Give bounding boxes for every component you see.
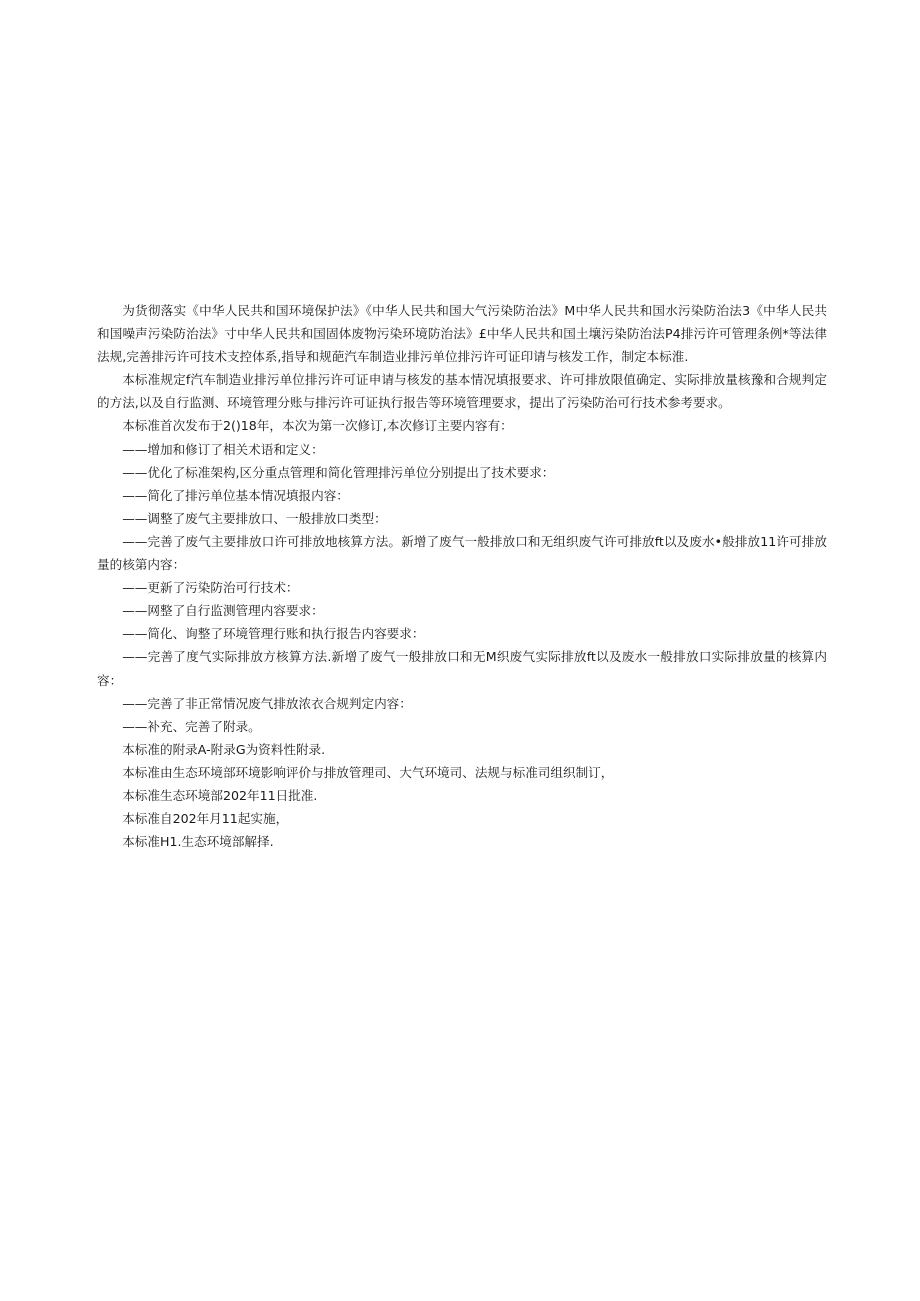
paragraph-effective-date: 本标准自202年月11起实施，: [122, 811, 289, 827]
paragraph-approval: 本标准生态环境部202年11日批准.: [122, 787, 318, 803]
revision-item: ——完善了废气主要排放口许可排放地核算方法。新增了废气一般排放口和无组织废气许可排放ft以及废水•般排放11许可排放量的核第内容：: [97, 533, 827, 573]
revision-item: ——简化了排污单位基本情况填报内容：: [122, 487, 349, 503]
revision-item: ——优化了标准架构,区分重点管理和简化管理排污单位分别提出了技术要求：: [122, 464, 555, 480]
foreword-body: [97, 299, 827, 853]
revision-item: ——增加和修订了相关术语和定义：: [122, 441, 324, 457]
revision-item: ——调整了废气主要排放口、一般排放口类型：: [122, 510, 387, 526]
revision-item: ——网整了自行监测管理内容要求：: [122, 603, 324, 619]
paragraph-legal-basis: 为货彻落实《中华人民共和国环境保护法》《中华人民共和国大气污染防治法》M中华人民共和国水污染防治法3《中华人民共和国噪声污染防治法》寸中华人民共和国固体废物污染环境防治法》£中华人民共和国土壤污染防治法P4排污许可管理条例*等法律法规,完善排污许可技术支控体系,指导和规葩汽车制造业排污单位排污许可证印请与核发工作，制定本标淮.: [97, 303, 827, 365]
revision-item: ——补充、完善了附录。: [122, 718, 261, 734]
paragraph-scope: 本标准规定f汽车制造业排污单位排污许可证申请与核发的基本情况填报要求、许可排放限值确定、实际排放量核豫和合规判定的方法,以及自行监测、环境管理分账与排污许可证执行报告等环境管理要求，提出了污染防治可行技术参考要求。: [97, 372, 827, 411]
revision-item: ——简化、询整了环境管理行账和执行报告内容要求：: [122, 626, 425, 642]
paragraph-organizer: 本标准由生态环境部环境影响评价与排放管理司、大气环境司、法规与标准司组织制订，: [122, 764, 614, 780]
paragraph-revision-intro: 本标准首次发布于2()18年，本次为第一次修订,本次修订主要内容有：: [122, 418, 513, 434]
revision-item: ——更新了污染防治可行技术：: [122, 580, 299, 596]
paragraph-interpretation: 本标准H1.生态环境部解择.: [122, 834, 274, 850]
revision-item: ——完善了非正常情况废气排放浓衣合规判定内容：: [122, 695, 412, 711]
paragraph-appendix: 本标准的附录A-附录G为资料性附录.: [122, 741, 326, 757]
revision-item: ——完善了度气实际排放方核算方法.新增了废气一般排放口和无M织废气实际排放ft以及废水一般排放口实际排放量的核算内容：: [97, 649, 827, 688]
